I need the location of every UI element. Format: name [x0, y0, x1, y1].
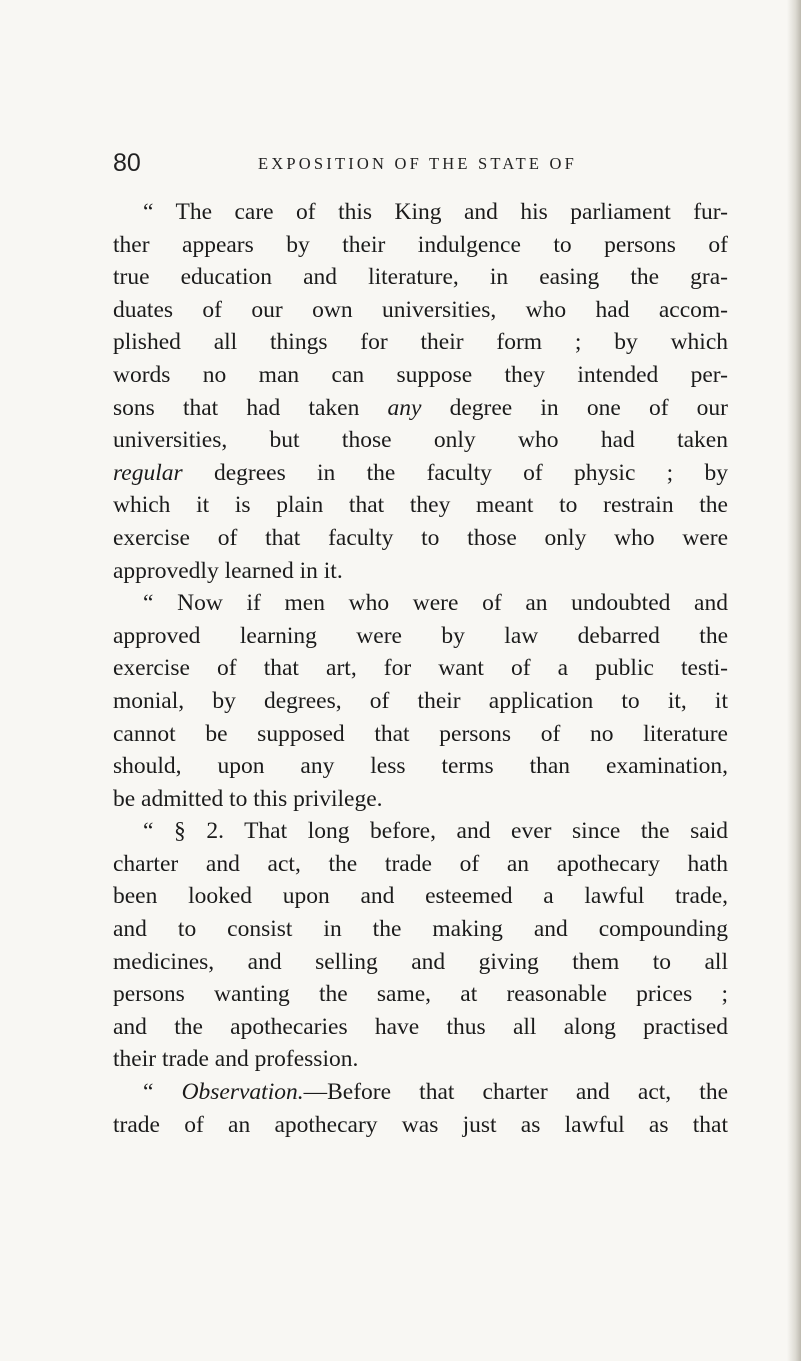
text-line: [113, 392, 728, 425]
text-line: plished all things for their form ; by which: [113, 329, 728, 356]
running-head: [113, 148, 733, 178]
text-line: duates of our own universities, who had accom-: [113, 296, 728, 323]
text-line: which it is plain that they meant to restrain the: [113, 492, 728, 519]
text-line: been looked upon and esteemed a lawful trade,: [113, 883, 728, 910]
italic-word: regular: [113, 459, 183, 486]
text-line: true education and literature, in easing the gra-: [113, 264, 728, 291]
text-line: [113, 457, 728, 490]
text-line: and the apothecaries have thus all along practised: [113, 1013, 728, 1040]
text-line: persons wanting the same, at reasonable prices ;: [113, 981, 728, 1008]
running-title: EXPOSITION OF THE STATE OF: [258, 154, 578, 173]
text-line: medicines, and selling and giving them to all: [113, 948, 728, 975]
text-line: trade of an apothecary was just as lawful as that: [113, 1111, 728, 1138]
body-text: [113, 196, 728, 1141]
text-line: words no man can suppose they intended per-: [113, 361, 728, 388]
text-line: their trade and profession.: [113, 1046, 359, 1073]
text-line: and to consist in the making and compounding: [113, 916, 728, 943]
text-segment: degree in one of our: [449, 394, 729, 421]
text-segment: —Before that charter and act, the: [303, 1079, 728, 1106]
text-line: charter and act, the trade of an apothecary hath: [113, 850, 728, 877]
text-segment: degrees in the faculty of physic ; by: [213, 459, 728, 486]
text-line: “ § 2. That long before, and ever since the said: [143, 818, 728, 845]
text-segment: “: [143, 1079, 154, 1106]
text-line: exercise of that faculty to those only who were: [113, 524, 728, 551]
italic-word: any: [387, 394, 422, 421]
italic-word: Observation.: [181, 1079, 304, 1106]
text-line: approved learning were by law debarred the: [113, 622, 728, 649]
text-line: approvedly learned in it.: [113, 557, 343, 584]
text-line: exercise of that art, for want of a public testi-: [113, 655, 728, 682]
text-line: monial, by degrees, of their application to it, it: [113, 687, 728, 714]
text-line: should, upon any less terms than examination,: [113, 753, 728, 780]
page-edge-shadow: [787, 0, 801, 1361]
text-line: [113, 1076, 728, 1109]
text-line: cannot be supposed that persons of no literature: [113, 720, 728, 747]
text-line: “ Now if men who were of an undoubted and: [143, 590, 728, 617]
text-line: ther appears by their indulgence to persons of: [113, 231, 728, 258]
page-number: 80: [113, 149, 141, 177]
text-segment: sons that had taken: [113, 394, 360, 421]
text-line: universities, but those only who had taken: [113, 427, 728, 454]
text-line: be admitted to this privilege.: [113, 785, 383, 812]
text-line: “ The care of this King and his parliament fur-: [143, 199, 728, 225]
